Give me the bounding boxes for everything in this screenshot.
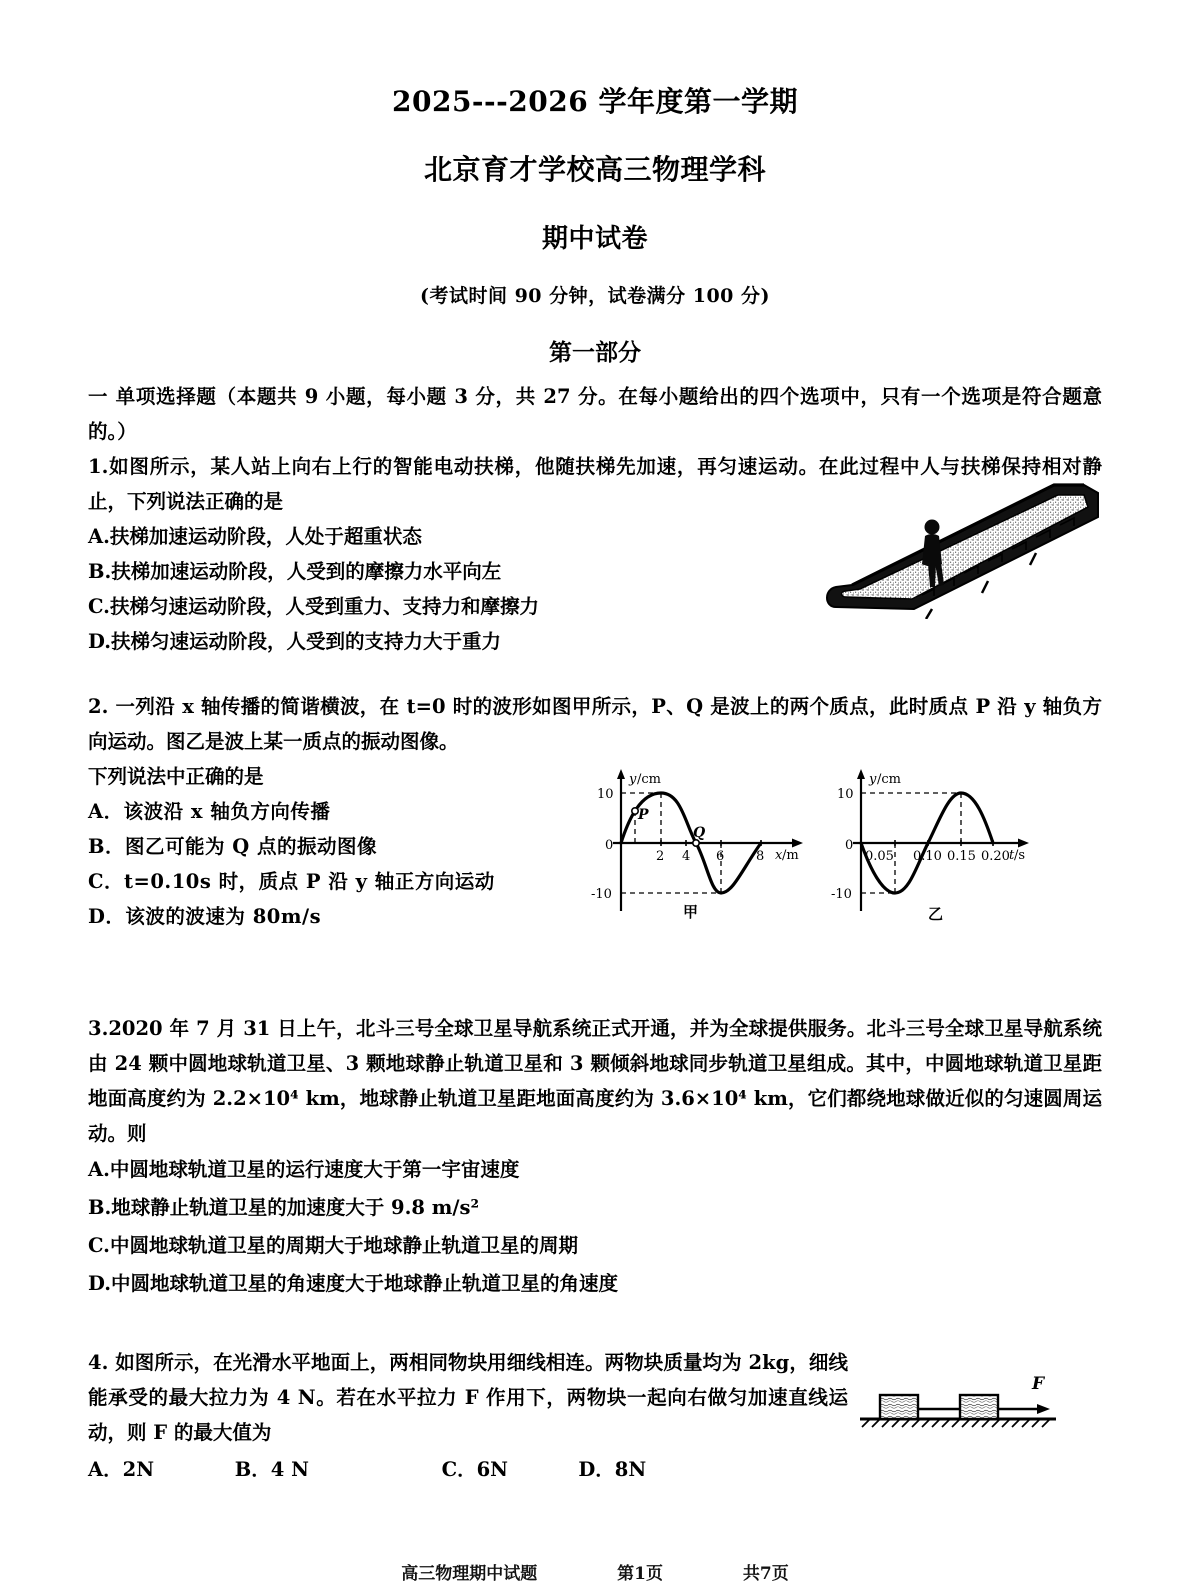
question-1-option-a[interactable]: A.扶梯加速运动阶段，人处于超重状态	[88, 525, 422, 548]
section-intro: 一 单项选择题（本题共 9 小题，每小题 3 分，共 27 分。在每小题给出的四个选项中，只有一个选项是符合题意的。）	[88, 385, 1102, 443]
svg-text:Q: Q	[693, 825, 706, 841]
svg-text:0: 0	[605, 838, 614, 853]
footer-page-number: 第1页	[617, 1564, 663, 1584]
question-2-lower	[88, 759, 1102, 969]
question-3	[88, 1011, 1102, 1303]
question-2-graphs	[583, 761, 1103, 931]
svg-text:-10: -10	[591, 887, 612, 902]
svg-text:6: 6	[716, 849, 725, 864]
question-4	[88, 1345, 1102, 1487]
question-4-body	[88, 1345, 848, 1450]
page-footer	[0, 1559, 1190, 1584]
question-4-option-c[interactable]: C．6N	[441, 1458, 509, 1481]
question-2-option-a[interactable]: A．该波沿 x 轴负方向传播	[88, 800, 331, 823]
svg-text:t: t	[1009, 848, 1015, 863]
header-school-year: 2025---2026 学年度第一学期	[392, 85, 798, 118]
svg-text:x: x	[775, 848, 783, 863]
question-2-stem-part1: 2. 一列沿 x 轴传播的简谐横波，在 t=0 时的波形如图甲所示，P、Q 是波上的两个质点，此时质点 P 沿 y 轴负方向运动。图乙是波上某一质点的振动图像。	[88, 695, 1102, 753]
graph-caption-jia: 甲	[683, 903, 699, 921]
question-1-option-c[interactable]: C.扶梯匀速运动阶段，人受到重力、支持力和摩擦力	[88, 595, 539, 618]
question-2-option-c[interactable]: C．t=0.10s 时，质点 P 沿 y 轴正方向运动	[88, 870, 495, 893]
svg-text:0: 0	[845, 838, 854, 853]
escalator-figure	[822, 469, 1112, 619]
question-3-option-a[interactable]: A.中圆地球轨道卫星的运行速度大于第一宇宙速度	[88, 1158, 520, 1181]
header-school-subject: 北京育才学校高三物理学科	[423, 153, 766, 186]
question-1	[88, 449, 1102, 659]
svg-text:0.20: 0.20	[981, 849, 1010, 864]
header-exam-type: 期中试卷	[541, 224, 648, 254]
svg-text:/cm: /cm	[877, 772, 901, 787]
question-3-option-b[interactable]: B.地球静止轨道卫星的加速度大于 9.8 m/s²	[88, 1196, 480, 1219]
question-2-option-d[interactable]: D．该波的波速为 80m/s	[88, 905, 322, 928]
force-label-f: F	[1032, 1374, 1045, 1394]
question-4-options-row	[88, 1452, 1102, 1487]
graph-caption-yi: 乙	[928, 905, 944, 923]
svg-text:0.15: 0.15	[947, 849, 976, 864]
question-2-stem-part2: 下列说法中正确的是	[88, 765, 264, 788]
wave-graph-yi	[823, 761, 1073, 921]
svg-text:10: 10	[837, 787, 854, 802]
question-1-option-d[interactable]: D.扶梯匀速运动阶段，人受到的支持力大于重力	[88, 630, 502, 653]
question-4-option-b[interactable]: B．4 N	[234, 1458, 309, 1481]
question-2-options	[88, 759, 578, 934]
svg-text:10: 10	[597, 787, 614, 802]
question-2	[88, 689, 1102, 969]
svg-text:4: 4	[682, 849, 691, 864]
question-1-stem: 1.如图所示，某人站上向右上行的智能电动扶梯，他随扶梯先加速，再匀速运动。在此过程中人与扶梯保持相对静止，下列说法正确的是	[88, 455, 1102, 513]
question-4-stem: 4. 如图所示，在光滑水平地面上，两相同物块用细线相连。两物块质量均为 2kg，细线能承受的最大拉力为 4 N。若在水平拉力 F 作用下，两物块一起向右做匀加速直线运动，则 F 的最大值为	[88, 1351, 848, 1444]
svg-text:-10: -10	[831, 887, 852, 902]
svg-text:/m: /m	[782, 848, 799, 863]
svg-text:0.10: 0.10	[913, 849, 942, 864]
spacer-after-q3	[88, 1303, 1102, 1345]
svg-text:/s: /s	[1014, 848, 1026, 863]
question-3-option-c[interactable]: C.中圆地球轨道卫星的周期大于地球静止轨道卫星的周期	[88, 1234, 578, 1257]
spacer-after-q2	[88, 969, 1102, 1011]
question-4-option-a[interactable]: A．2N	[88, 1458, 155, 1481]
question-1-body	[88, 449, 1102, 659]
spacer-after-q1	[88, 659, 1102, 689]
svg-text:/cm: /cm	[637, 772, 661, 787]
svg-text:y: y	[629, 772, 637, 787]
question-4-option-d[interactable]: D．8N	[578, 1458, 647, 1481]
svg-text:2: 2	[656, 849, 665, 864]
header-exam-info: (考试时间 90 分钟，试卷满分 100 分)	[419, 285, 771, 307]
part-one-title: 第一部分	[549, 339, 641, 366]
question-3-stem: 3.2020 年 7 月 31 日上午，北斗三号全球卫星导航系统正式开通，并为全球提供服务。北斗三号全球卫星导航系统由 24 颗中圆地球轨道卫星、3 颗地球静止轨道卫星和 3 颗倾斜地球同步轨道卫星组成。其中，中圆地球轨道卫星距地面高度约为 2.2×10⁴ km，地球静止轨道卫星距地面高度约为 3.6×10⁴ km，它们都绕地球做近似的匀速圆周运动。则	[88, 1017, 1102, 1145]
svg-text:0.05: 0.05	[865, 849, 894, 864]
footer-doc-title: 高三物理期中试题	[401, 1564, 538, 1584]
question-2-option-b[interactable]: B．图乙可能为 Q 点的振动图像	[88, 835, 378, 858]
question-3-option-d[interactable]: D.中圆地球轨道卫星的角速度大于地球静止轨道卫星的角速度	[88, 1272, 619, 1295]
two-blocks-figure	[856, 1355, 1096, 1437]
wave-graph-jia	[583, 761, 833, 921]
question-1-option-b[interactable]: B.扶梯加速运动阶段，人受到的摩擦力水平向左	[88, 560, 502, 583]
svg-text:8: 8	[756, 849, 765, 864]
svg-text:y: y	[869, 772, 877, 787]
page-content	[88, 0, 1102, 1487]
svg-text:P: P	[638, 807, 649, 823]
footer-total-pages: 共7页	[742, 1564, 789, 1584]
